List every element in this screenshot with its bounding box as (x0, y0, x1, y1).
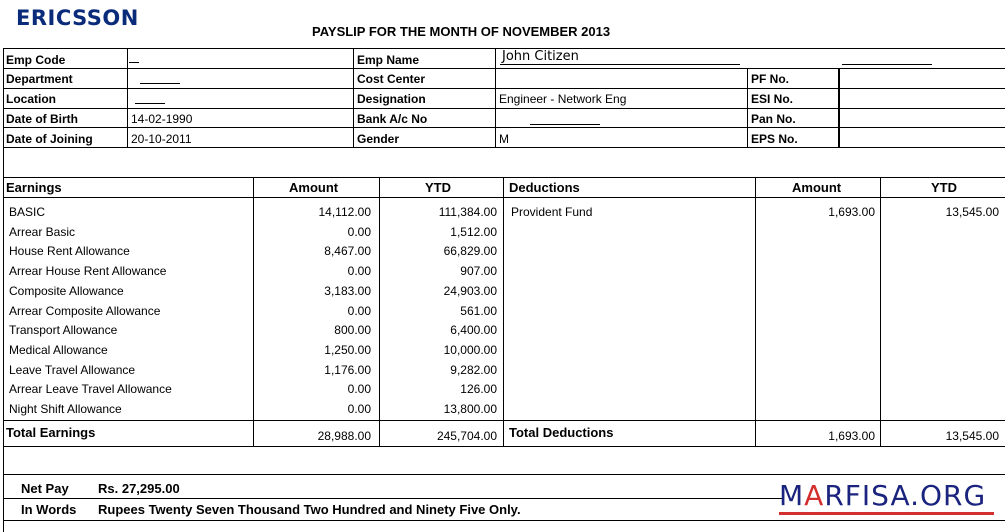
earning-amount: 3,183.00 (324, 283, 371, 298)
doj-value: 20-10-2011 (131, 132, 192, 146)
earning-amount: 0.00 (347, 224, 371, 239)
table-col-4 (755, 177, 756, 446)
deduction-label: Provident Fund (511, 205, 593, 219)
info-col-4 (747, 68, 748, 147)
earning-label: Arrear House Rent Allowance (9, 264, 167, 279)
department-label: Department (6, 72, 73, 86)
earning-ytd: 24,903.00 (443, 283, 497, 298)
info-col-2 (353, 48, 354, 147)
earning-amount: 0.00 (347, 303, 371, 318)
gender-label: Gender (357, 132, 400, 146)
dob-value: 14-02-1990 (131, 112, 193, 126)
earning-amount: 1,250.00 (324, 342, 371, 357)
in-words-label: In Words (21, 502, 77, 517)
total-earnings-label: Total Earnings (6, 425, 96, 440)
net-top-line (3, 474, 1005, 475)
total-deductions-ytd: 13,545.00 (945, 429, 999, 443)
watermark-underline (779, 512, 994, 515)
earnings-header: Earnings (6, 180, 62, 195)
info-line-2 (3, 88, 1005, 89)
info-line-1 (3, 68, 1005, 69)
amount-header: Amount (289, 180, 339, 195)
net-bottom-line (3, 520, 1005, 521)
dob-label: Date of Birth (6, 112, 78, 126)
earning-amount: 1,176.00 (324, 362, 371, 377)
payslip-title: PAYSLIP FOR THE MONTH OF NOVEMBER 2013 (312, 24, 611, 39)
info-col-1 (127, 48, 128, 147)
redaction-mark (500, 64, 740, 65)
company-logo: ERICSSON (16, 6, 139, 30)
earning-ytd: 1,512.00 (450, 224, 497, 239)
emp-code-label: Emp Code (6, 53, 66, 67)
designation-value: Engineer - Network Eng (499, 92, 627, 106)
redaction-mark (530, 124, 600, 125)
info-col-3 (495, 48, 496, 147)
earning-ytd: 13,800.00 (443, 402, 497, 416)
cost-center-label: Cost Center (357, 72, 426, 86)
gender-value: M (499, 132, 509, 146)
in-words-value: Rupees Twenty Seven Thousand Two Hundred and Ninety Five Only. (98, 502, 521, 517)
table-col-5 (880, 177, 881, 446)
earning-amount: 800.00 (334, 323, 371, 338)
earning-ytd: 6,400.00 (450, 323, 497, 338)
earning-label: Transport Allowance (9, 323, 118, 338)
info-line-3 (3, 108, 1005, 109)
earning-amount: 14,112.00 (318, 205, 371, 219)
earning-ytd: 9,282.00 (450, 362, 497, 377)
emp-name-label: Emp Name (357, 53, 420, 67)
info-bottom-line (3, 147, 1005, 148)
table-top-line (3, 177, 1005, 178)
redaction-mark (129, 62, 139, 63)
total-bottom-line (3, 446, 1005, 447)
ded-ytd-header: YTD (931, 180, 957, 195)
earning-label: Arrear Basic (9, 224, 76, 239)
esi-label: ESI No. (751, 92, 794, 106)
earning-label: Medical Allowance (9, 342, 108, 357)
earning-ytd: 66,829.00 (443, 244, 497, 259)
net-pay-label: Net Pay (21, 481, 69, 496)
designation-label: Designation (357, 92, 426, 106)
total-deductions-label: Total Deductions (509, 425, 614, 440)
earning-label: Leave Travel Allowance (9, 362, 136, 377)
doj-label: Date of Joining (6, 132, 93, 146)
redaction-mark (140, 83, 180, 84)
ytd-header: YTD (425, 180, 451, 195)
earning-ytd: 561.00 (460, 303, 497, 318)
info-line-4 (3, 127, 1005, 128)
left-border (3, 48, 4, 532)
table-col-1 (253, 177, 254, 446)
net-pay-value: Rs. 27,295.00 (98, 481, 180, 496)
earning-ytd: 126.00 (460, 382, 497, 397)
pan-label: Pan No. (751, 112, 796, 126)
table-col-3 (503, 177, 504, 446)
earning-amount: 0.00 (347, 382, 371, 397)
earning-amount: 8,467.00 (324, 244, 371, 259)
deduction-ytd: 13,545.00 (945, 205, 999, 219)
earning-label: Arrear Composite Allowance (9, 303, 161, 318)
earning-amount: 0.00 (347, 402, 371, 416)
earning-ytd: 907.00 (460, 264, 497, 279)
redaction-mark (842, 64, 932, 65)
redaction-mark (135, 103, 165, 104)
deductions-header: Deductions (509, 180, 580, 195)
table-col-2 (379, 177, 380, 446)
total-earnings-amount: 28,988.00 (317, 429, 371, 443)
emp-name-value: John Citizen (502, 49, 579, 64)
earning-ytd: 10,000.00 (443, 342, 497, 357)
earning-label: Arrear Leave Travel Allowance (9, 382, 172, 397)
earning-label: Composite Allowance (9, 283, 124, 298)
total-deductions-amount: 1,693.00 (828, 429, 875, 443)
bank-label: Bank A/c No (357, 112, 428, 126)
earning-label: Night Shift Allowance (9, 402, 122, 416)
watermark: MARFISA.ORG (779, 479, 987, 512)
total-earnings-ytd: 245,704.00 (436, 429, 497, 443)
pf-label: PF No. (751, 72, 789, 86)
net-mid-line (3, 498, 783, 499)
deduction-amount: 1,693.00 (828, 205, 875, 219)
earning-amount: 0.00 (347, 264, 371, 279)
total-top-line (3, 420, 1005, 421)
earning-label: BASIC (9, 205, 46, 219)
eps-label: EPS No. (751, 132, 798, 146)
table-header-line (3, 197, 1005, 198)
info-col-5 (838, 68, 840, 148)
location-label: Location (6, 92, 56, 106)
earning-ytd: 111,384.00 (438, 205, 497, 219)
earning-label: House Rent Allowance (9, 244, 130, 259)
ded-amount-header: Amount (792, 180, 842, 195)
